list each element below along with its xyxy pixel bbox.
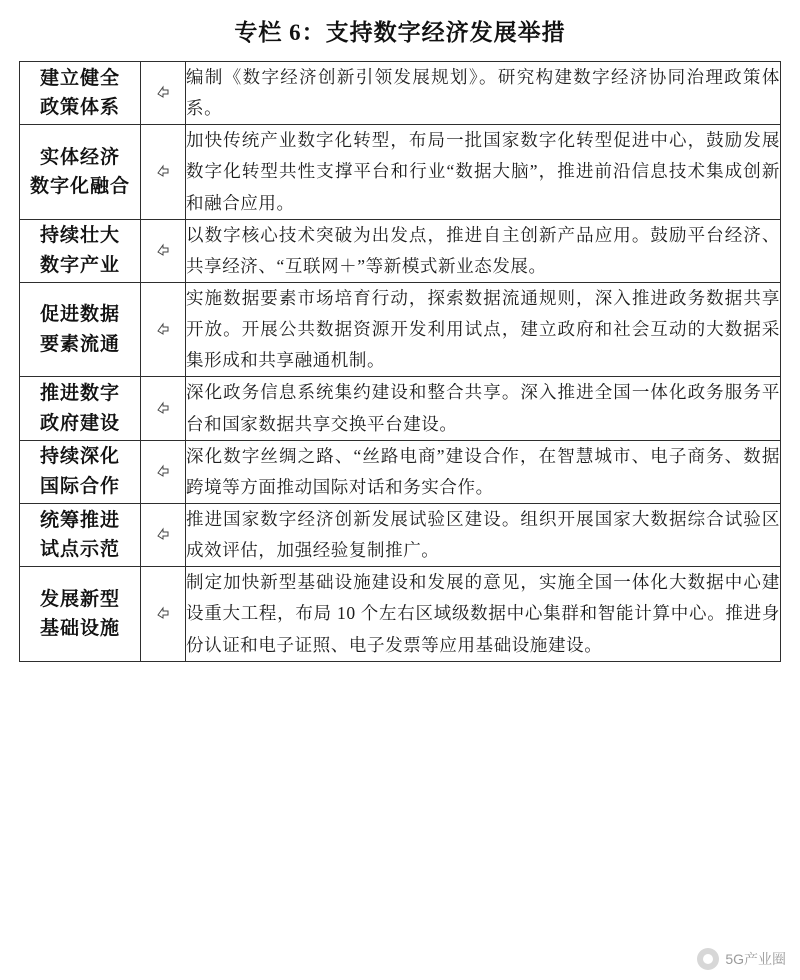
row-marker — [141, 440, 186, 503]
row-label — [20, 282, 141, 376]
row-label-line: 统筹推进 — [39, 509, 120, 531]
watermark-label: 5G产业圈 — [725, 951, 786, 967]
hollow-arrow-icon — [141, 164, 185, 180]
circle-logo-icon — [697, 948, 719, 970]
row-label-line: 数字化融合 — [29, 175, 130, 197]
table-row — [20, 62, 781, 125]
row-label-line: 数字产业 — [39, 254, 120, 276]
row-text: 推进国家数字经济创新发展试验区建设。组织开展国家大数据综合试验区成效评估，加强经验复制推广。 — [186, 503, 781, 566]
hollow-arrow-icon — [141, 527, 185, 543]
table-row — [20, 440, 781, 503]
hollow-arrow-icon — [141, 606, 185, 622]
hollow-arrow-icon — [141, 464, 185, 480]
row-label-line: 实体经济 — [39, 146, 120, 168]
row-text: 编制《数字经济创新引领发展规划》。研究构建数字经济协同治理政策体系。 — [186, 62, 781, 125]
row-label — [20, 219, 141, 282]
row-label-line: 政策体系 — [39, 97, 120, 119]
hollow-arrow-icon — [141, 243, 185, 259]
row-marker — [141, 377, 186, 440]
hollow-arrow-icon — [141, 85, 185, 101]
row-label — [20, 567, 141, 661]
row-label-line: 政府建设 — [39, 412, 120, 434]
row-marker — [141, 282, 186, 376]
row-text: 以数字核心技术突破为出发点，推进自主创新产品应用。鼓励平台经济、共享经济、“互联网＋”等新模式新业态发展。 — [186, 219, 781, 282]
table-body — [20, 62, 781, 662]
row-text: 制定加快新型基础设施建设和发展的意见，实施全国一体化大数据中心建设重大工程，布局 10 个左右区域级数据中心集群和智能计算中心。推进身份认证和电子证照、电子发票等应用基础设施建设。 — [186, 567, 781, 661]
table-row — [20, 377, 781, 440]
row-label — [20, 503, 141, 566]
row-marker — [141, 503, 186, 566]
row-text: 实施数据要素市场培育行动，探索数据流通规则，深入推进政务数据共享开放。开展公共数据资源开发利用试点，建立政府和社会互动的大数据采集形成和共享融通机制。 — [186, 282, 781, 376]
table-row — [20, 219, 781, 282]
row-text: 加快传统产业数字化转型，布局一批国家数字化转型促进中心，鼓励发展数字化转型共性支撑平台和行业“数据大脑”，推进前沿信息技术集成创新和融合应用。 — [186, 125, 781, 219]
row-text: 深化数字丝绸之路、“丝路电商”建设合作，在智慧城市、电子商务、数据跨境等方面推动国际对话和务实合作。 — [186, 440, 781, 503]
hollow-arrow-icon — [141, 401, 185, 417]
row-label — [20, 125, 141, 219]
row-label-line: 持续深化 — [39, 446, 120, 468]
row-marker — [141, 125, 186, 219]
row-label — [20, 440, 141, 503]
row-label-line: 要素流通 — [39, 333, 120, 355]
row-label-line: 国际合作 — [39, 475, 120, 497]
table-row — [20, 282, 781, 376]
row-label-line: 促进数据 — [39, 304, 120, 326]
table-row — [20, 567, 781, 661]
row-label-line: 试点示范 — [39, 539, 120, 561]
row-marker — [141, 62, 186, 125]
row-label — [20, 62, 141, 125]
row-text: 深化政务信息系统集约建设和整合共享。深入推进全国一体化政务服务平台和国家数据共享交换平台建设。 — [186, 377, 781, 440]
watermark — [697, 948, 786, 970]
table-row — [20, 125, 781, 219]
row-label-line: 推进数字 — [39, 383, 120, 405]
row-label — [20, 377, 141, 440]
row-marker — [141, 567, 186, 661]
row-label-line: 发展新型 — [39, 588, 120, 610]
table-row — [20, 503, 781, 566]
row-label-line: 基础设施 — [39, 617, 120, 639]
measures-table — [19, 61, 781, 662]
hollow-arrow-icon — [141, 322, 185, 338]
row-label-line: 建立健全 — [39, 67, 120, 89]
page-title: 专栏 6：支持数字经济发展举措 — [234, 20, 566, 45]
row-marker — [141, 219, 186, 282]
row-label-line: 持续壮大 — [39, 225, 120, 247]
